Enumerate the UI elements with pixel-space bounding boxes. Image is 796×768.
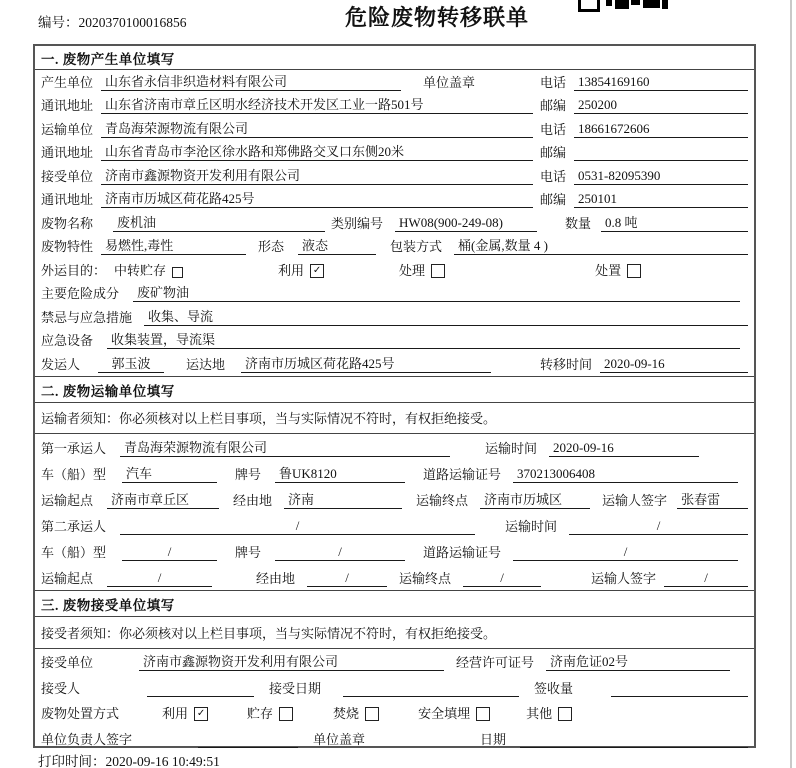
transfer-purpose-label: 外运目的： xyxy=(41,262,107,278)
transport-time-label: 运输时间 xyxy=(485,440,538,456)
phone-field xyxy=(540,166,748,185)
emergency-equipment-label: 应急设备 xyxy=(41,333,94,348)
responsible-signature-label: 单位负责人签字 xyxy=(41,731,133,747)
qr-block xyxy=(643,0,660,8)
receiver-unit-row xyxy=(35,164,754,188)
unit-seal-label: 单位盖章 xyxy=(313,731,366,747)
address-label: 通讯地址 xyxy=(41,98,94,113)
accepting-unit-value: 济南市鑫源物资开发利用有限公司 xyxy=(139,651,444,671)
receiver-unit-value: 济南市鑫源物资开发利用有限公司 xyxy=(101,165,533,185)
transfer-time-label: 转移时间 xyxy=(540,356,593,372)
route-origin-label: 运输起点 xyxy=(41,492,94,508)
postcode-value: 250200 xyxy=(574,97,748,114)
waste-name-label: 废物名称 xyxy=(41,215,94,231)
purpose-dispose-label: 处置 xyxy=(595,262,622,278)
contraindications-label: 禁忌与应急措施 xyxy=(41,309,133,325)
route-end-label: 运输终点 xyxy=(416,492,469,508)
transfer-time-value: 2020-09-16 xyxy=(600,356,748,373)
disposal-incinerate-label: 焚烧 xyxy=(333,706,360,721)
qr-block xyxy=(578,0,600,12)
transporter-signature-label: 运输人签字 xyxy=(591,570,657,586)
phone-label: 电话 xyxy=(540,168,567,184)
transporter-signature-label: 运输人签字 xyxy=(602,492,668,508)
packaging-label: 包装方式 xyxy=(390,239,443,254)
route-end-value: / xyxy=(463,570,541,587)
transport-route-row xyxy=(35,486,754,512)
address-value: 山东省济南市章丘区明水经济技术开发区工业一路501号 xyxy=(101,94,533,114)
route-end-label: 运输终点 xyxy=(399,570,452,586)
transport-time-value: / xyxy=(569,518,748,535)
emergency-equipment-row xyxy=(35,329,754,353)
acceptor-row xyxy=(35,674,754,700)
consignor-label: 发运人 xyxy=(41,356,81,372)
receiver-address-row xyxy=(35,188,754,212)
purpose-transit-storage-checkbox xyxy=(172,267,183,278)
date-label: 日期 xyxy=(480,731,507,747)
disposal-other-checkbox xyxy=(558,707,572,721)
phone-field xyxy=(540,119,748,138)
postcode-value: 250101 xyxy=(574,191,748,208)
unit-seal-label: 单位盖章 xyxy=(423,74,476,90)
postcode-field xyxy=(540,142,748,161)
disposal-method-row xyxy=(35,700,754,726)
contraindications-row xyxy=(35,305,754,329)
section3-header: 三. 废物接受单位填写 xyxy=(35,590,754,617)
transporter-address-row xyxy=(35,141,754,165)
route-via-label: 经由地 xyxy=(233,492,273,508)
transport-time-label: 运输时间 xyxy=(505,518,558,534)
road-permit-label: 道路运输证号 xyxy=(423,544,502,560)
postcode-label: 邮编 xyxy=(540,98,567,113)
plate-number-value: 鲁UK8120 xyxy=(275,463,405,483)
postcode-label: 邮编 xyxy=(540,192,567,207)
doc-number-value: 2020370100016856 xyxy=(78,15,187,30)
postcode-field xyxy=(540,95,748,114)
transporter-unit-label: 运输单位 xyxy=(41,121,94,137)
disposal-incinerate-checkbox xyxy=(365,707,379,721)
page-edge xyxy=(790,0,792,768)
disposal-storage-label: 贮存 xyxy=(247,706,274,721)
phone-value: 0531-82095390 xyxy=(574,168,748,185)
road-permit-value: / xyxy=(513,544,738,561)
transporter-unit-value: 青岛海荣源物流有限公司 xyxy=(101,118,533,138)
hazard-components-label: 主要危险成分 xyxy=(41,286,120,301)
print-time-value: 2020-09-16 10:49:51 xyxy=(105,754,220,768)
transporter-signature-value: 张春雷 xyxy=(677,489,748,509)
date-value xyxy=(520,733,748,748)
road-permit-label: 道路运输证号 xyxy=(423,466,502,482)
acceptor-label: 接受人 xyxy=(41,680,81,696)
quantity-label: 数量 xyxy=(565,215,592,231)
route-via-value: 济南 xyxy=(284,489,402,509)
purpose-transit-storage-label: 中转贮存 xyxy=(114,262,167,278)
doc-number-label: 编号： xyxy=(38,15,79,30)
route-via-label: 经由地 xyxy=(256,570,296,586)
route-origin-value: / xyxy=(107,570,212,587)
print-time xyxy=(38,750,220,768)
second-carrier-row xyxy=(35,512,754,538)
consignor-value: 郭玉波 xyxy=(98,353,164,373)
second-carrier-label: 第二承运人 xyxy=(41,518,107,534)
disposal-storage-checkbox xyxy=(279,707,293,721)
route-end-value: 济南市历城区 xyxy=(480,489,590,509)
producer-unit-row xyxy=(35,70,754,94)
page-title: 危险废物转移联单 xyxy=(344,5,529,30)
vehicle-type-label: 车（船）型 xyxy=(41,544,107,560)
qr-block xyxy=(615,0,629,9)
vehicle-type-value: 汽车 xyxy=(122,463,217,483)
phone-value: 18661672606 xyxy=(574,121,748,138)
emergency-equipment-value: 收集装置，导流渠 xyxy=(107,329,740,349)
producer-unit-label: 产生单位 xyxy=(41,74,94,90)
waste-characteristics-label: 废物特性 xyxy=(41,239,94,254)
purpose-utilize-checkbox: ✓ xyxy=(310,264,324,278)
purpose-treat-checkbox xyxy=(431,264,445,278)
responsible-signature-value xyxy=(198,733,298,748)
address-value: 济南市历城区荷花路425号 xyxy=(101,188,533,208)
purpose-treat-label: 处理 xyxy=(399,262,426,278)
transport-route-row xyxy=(35,564,754,590)
waste-characteristics-row xyxy=(35,235,754,259)
first-carrier-label: 第一承运人 xyxy=(41,440,107,456)
phone-field xyxy=(540,72,748,91)
transfer-time-field xyxy=(540,354,748,373)
disposal-landfill-checkbox xyxy=(476,707,490,721)
qr-block xyxy=(662,0,668,9)
plate-number-label: 牌号 xyxy=(235,466,262,482)
hazard-components-row xyxy=(35,282,754,306)
phone-value: 13854169160 xyxy=(574,74,748,91)
acceptor-value xyxy=(147,682,254,697)
waste-name-value: 废机油 xyxy=(113,212,325,232)
transporter-signature-value: / xyxy=(664,570,748,587)
form-state-label: 形态 xyxy=(258,239,285,254)
received-quantity-label: 签收量 xyxy=(534,680,574,696)
postcode-label: 邮编 xyxy=(540,145,567,160)
phone-label: 电话 xyxy=(540,74,567,90)
category-code-label: 类别编号 xyxy=(331,215,384,231)
plate-number-value: / xyxy=(275,544,405,561)
hazard-components-value: 废矿物油 xyxy=(133,282,740,302)
destination-value: 济南市历城区荷花路425号 xyxy=(241,353,491,373)
category-code-value: HW08(900-249-08) xyxy=(395,215,537,232)
business-license-label: 经营许可证号 xyxy=(456,655,535,670)
waste-name-row xyxy=(35,211,754,235)
road-permit-value: 370213006408 xyxy=(513,466,738,483)
consignor-row xyxy=(35,352,754,376)
destination-label: 运达地 xyxy=(186,356,226,372)
disposal-utilize-checkbox: ✓ xyxy=(194,707,208,721)
transfer-purpose-row xyxy=(35,258,754,282)
accepting-unit-row xyxy=(35,649,754,675)
address-label: 通讯地址 xyxy=(41,192,94,207)
section2-header: 二. 废物运输单位填写 xyxy=(35,376,754,403)
first-carrier-value: 青岛海荣源物流有限公司 xyxy=(120,437,450,457)
transport-time-value: 2020-09-16 xyxy=(549,440,699,457)
receiver-notice: 接受者须知：你必须核对以上栏目事项，当与实际情况不符时，有权拒绝接受。 xyxy=(35,617,754,649)
disposal-method-label: 废物处置方式 xyxy=(41,706,120,721)
first-carrier-row xyxy=(35,434,754,460)
phone-label: 电话 xyxy=(540,121,567,137)
route-origin-label: 运输起点 xyxy=(41,570,94,586)
print-time-label: 打印时间： xyxy=(38,754,106,768)
vehicle-type-label: 车（船）型 xyxy=(41,466,107,482)
plate-number-label: 牌号 xyxy=(235,544,262,560)
address-value: 山东省青岛市李沧区徐水路和郑佛路交叉口东侧20米 xyxy=(101,141,533,161)
purpose-dispose-checkbox xyxy=(627,264,641,278)
address-label: 通讯地址 xyxy=(41,145,94,160)
disposal-other-label: 其他 xyxy=(526,706,553,721)
contraindications-value: 收集、导流 xyxy=(144,306,748,326)
purpose-utilize-label: 利用 xyxy=(278,262,305,278)
quantity-value: 0.8 吨 xyxy=(601,212,748,232)
route-via-value: / xyxy=(307,570,387,587)
accept-date-label: 接受日期 xyxy=(269,680,322,696)
postcode-value xyxy=(574,146,748,161)
vehicle-type-row xyxy=(35,460,754,486)
route-origin-value: 济南市章丘区 xyxy=(107,489,219,509)
accept-date-value xyxy=(343,682,519,697)
receiver-unit-label: 接受单位 xyxy=(41,168,94,184)
disposal-landfill-label: 安全填埋 xyxy=(418,706,471,721)
qr-block xyxy=(606,0,613,6)
responsible-signature-row xyxy=(35,725,754,751)
producer-unit-value: 山东省永信非织造材料有限公司 xyxy=(101,71,401,91)
business-license-value: 济南危证02号 xyxy=(546,651,730,671)
transporter-notice: 运输者须知：你必须核对以上栏目事项，当与实际情况不符时，有权拒绝接受。 xyxy=(35,403,754,434)
disposal-utilize-label: 利用 xyxy=(162,706,189,721)
producer-address-row xyxy=(35,94,754,118)
accepting-unit-label: 接受单位 xyxy=(41,655,94,670)
form-state-value: 液态 xyxy=(298,235,376,255)
section1-header: 一. 废物产生单位填写 xyxy=(35,46,754,70)
vehicle-type-value: / xyxy=(122,544,217,561)
waste-characteristics-value: 易燃性,毒性 xyxy=(101,235,246,255)
packaging-value: 桶(金属,数量 4 ) xyxy=(454,235,748,255)
qr-code-fragment xyxy=(578,0,668,9)
postcode-field xyxy=(540,189,748,208)
vehicle-type-row xyxy=(35,538,754,564)
qr-block xyxy=(631,0,640,5)
manifest-table xyxy=(33,44,756,748)
received-quantity-value xyxy=(611,682,748,697)
transporter-unit-row xyxy=(35,117,754,141)
second-carrier-value: / xyxy=(120,518,475,535)
